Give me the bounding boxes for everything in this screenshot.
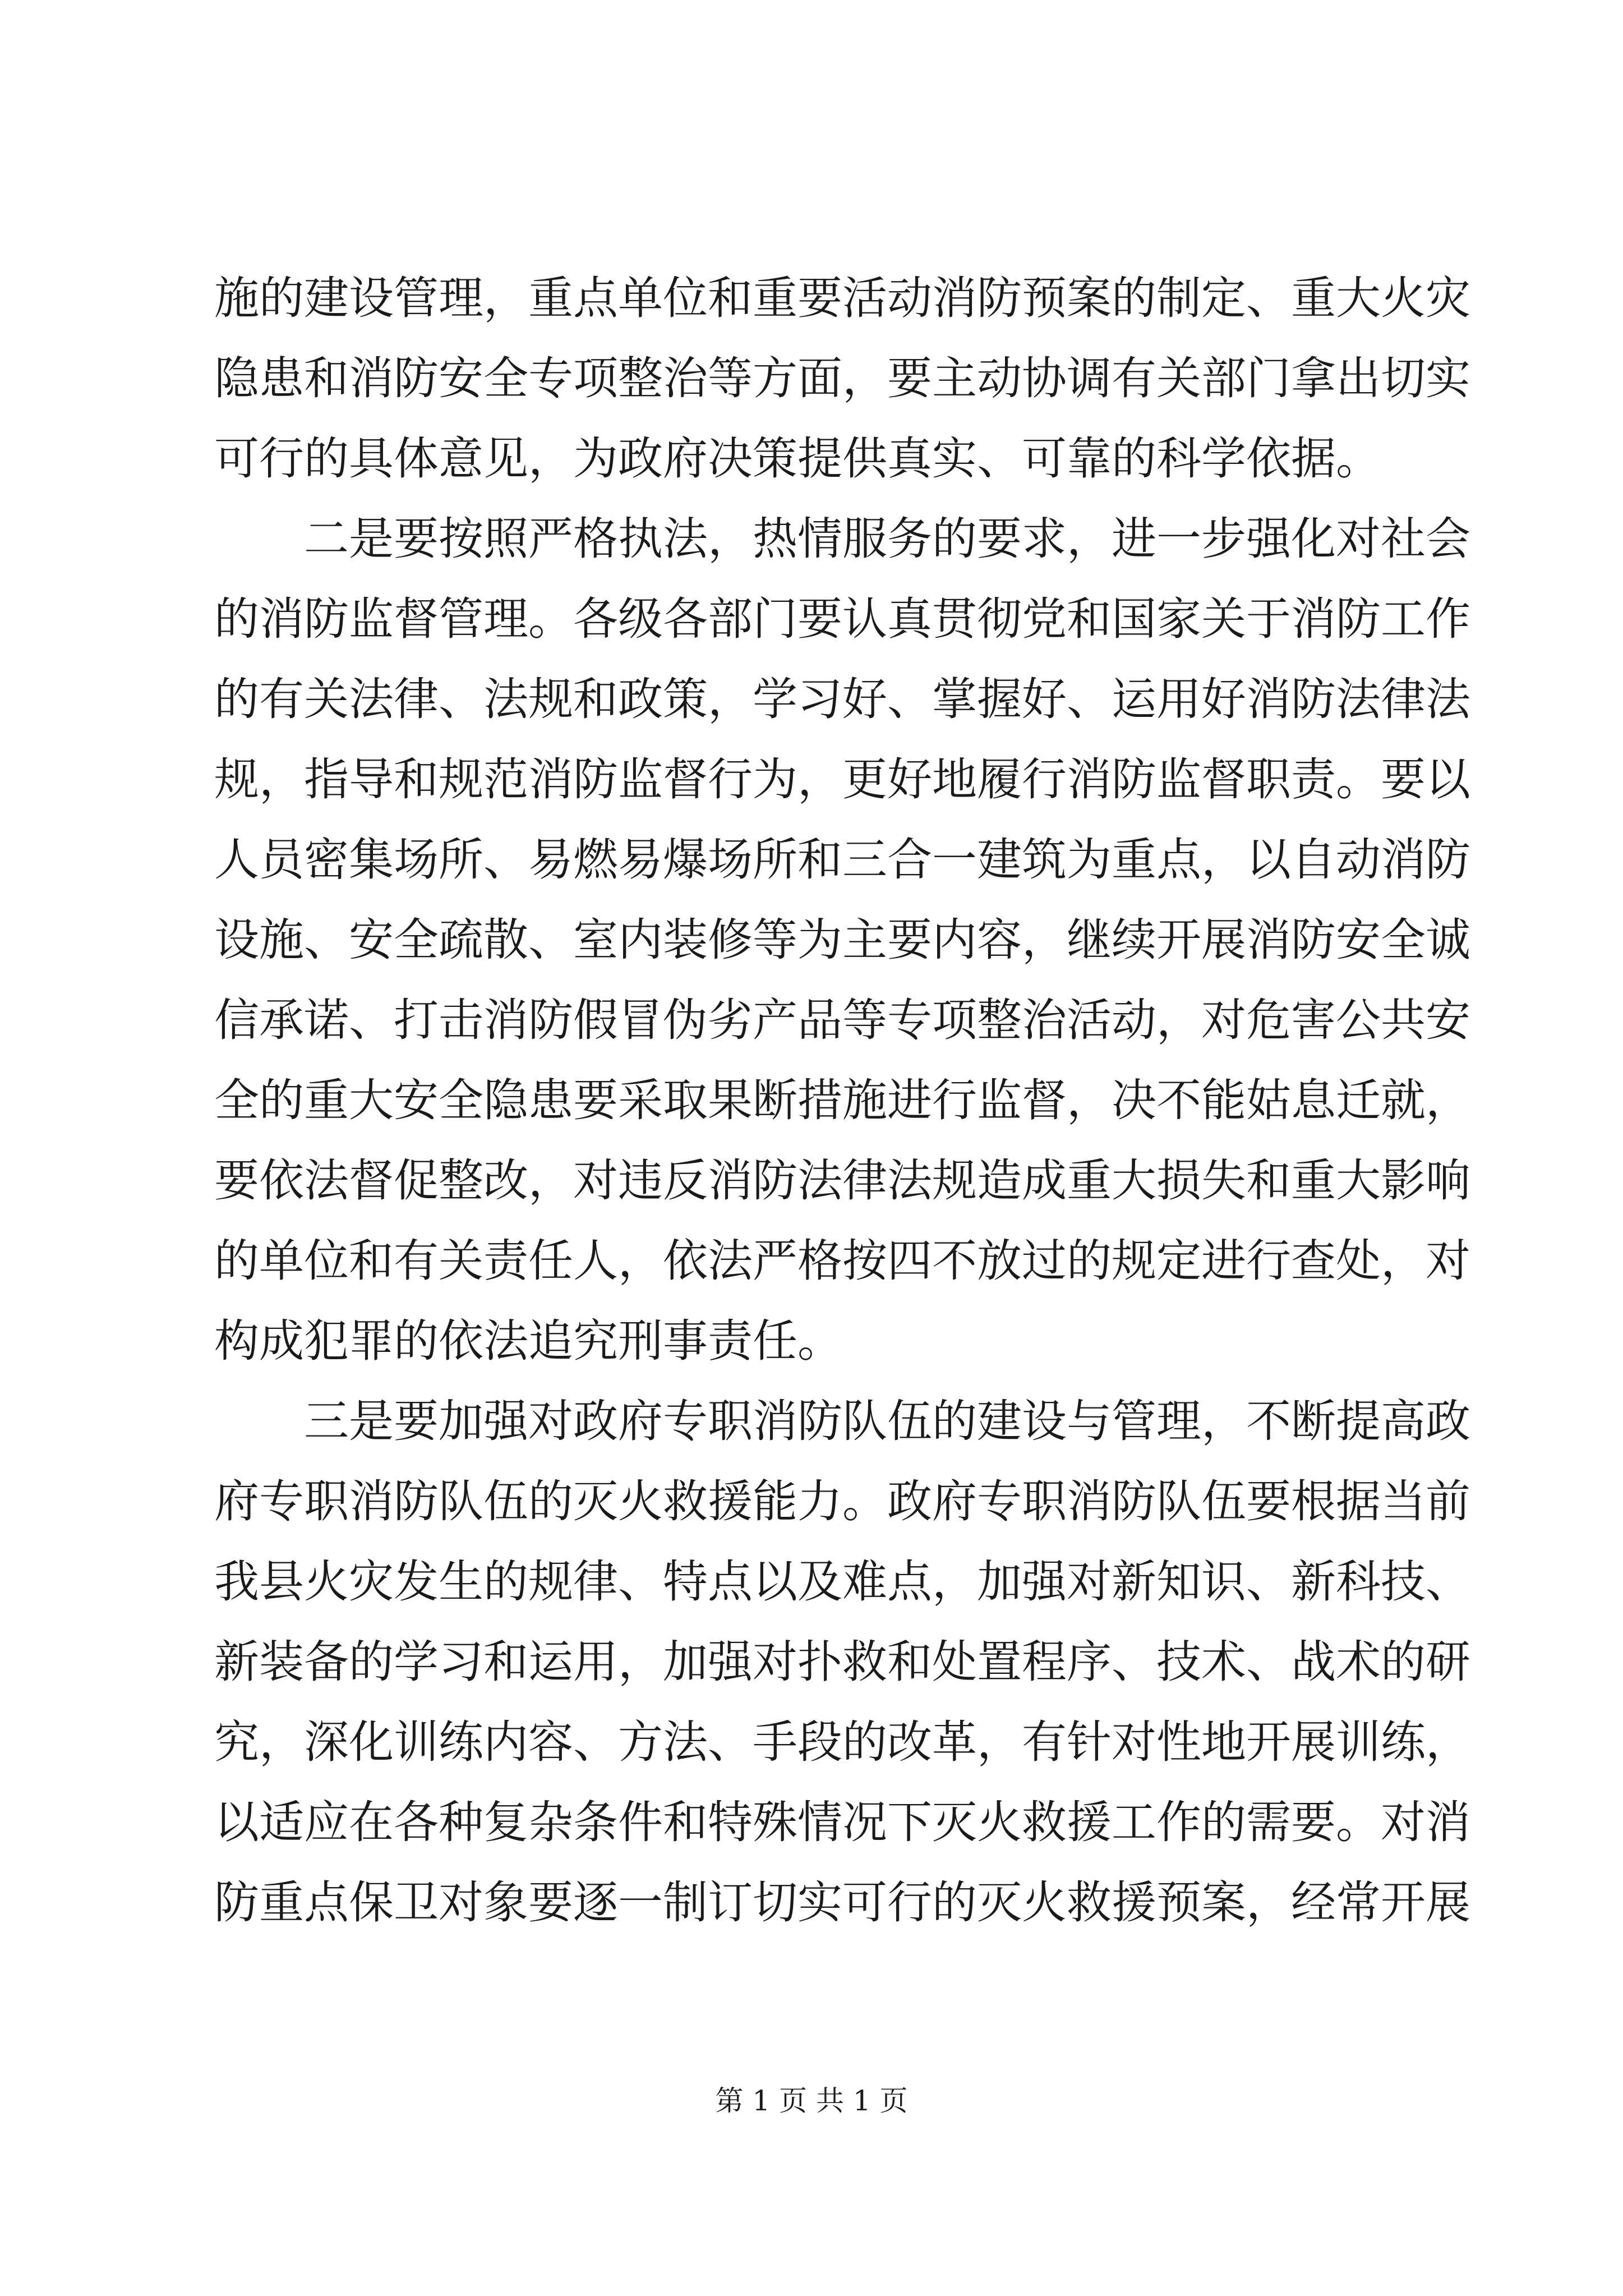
page-footer [0, 2081, 1623, 2120]
text-line: 防重点保卫对象要逐一制订切实可行的灭火救援预案，经常开展 [214, 1876, 1470, 1929]
text-line: 可行的具体意见，为政府决策提供真实、可靠的科学依据。 [214, 432, 1381, 485]
text-line: 构成犯罪的依法追究刑事责任。 [214, 1315, 842, 1367]
text-line: 的单位和有关责任人，依法严格按四不放过的规定进行查处，对 [214, 1235, 1470, 1287]
text-line: 规，指导和规范消防监督行为，更好地履行消防监督职责。要以 [214, 753, 1470, 806]
text-line: 的消防监督管理。各级各部门要认真贯彻党和国家关于消防工作 [214, 593, 1470, 645]
text-line: 府专职消防队伍的灭火救援能力。政府专职消防队伍要根据当前 [214, 1475, 1470, 1527]
text-line: 三是要加强对政府专职消防队伍的建设与管理，不断提高政 [304, 1395, 1470, 1447]
text-line: 二是要按照严格执法，热情服务的要求，进一步强化对社会 [304, 513, 1470, 565]
text-line: 我县火灾发生的规律、特点以及难点，加强对新知识、新科技、 [214, 1556, 1470, 1608]
text-line: 人员密集场所、易燃易爆场所和三合一建筑为重点，以自动消防 [214, 834, 1470, 886]
text-line: 设施、安全疏散、室内装修等为主要内容，继续开展消防安全诚 [214, 914, 1470, 966]
paragraph-2 [214, 499, 1470, 1381]
document-body [214, 258, 1470, 1943]
paragraph-1 [214, 258, 1470, 499]
text-line: 施的建设管理，重点单位和重要活动消防预案的制定、重大火灾 [214, 272, 1470, 324]
text-line: 要依法督促整改，对违反消防法律法规造成重大损失和重大影响 [214, 1154, 1470, 1207]
paragraph-3 [214, 1381, 1470, 1943]
text-line: 以适应在各种复杂条件和特殊情况下灭火救援工作的需要。对消 [214, 1796, 1470, 1848]
text-line: 信承诺、打击消防假冒伪劣产品等专项整治活动，对危害公共安 [214, 994, 1470, 1046]
text-line: 全的重大安全隐患要采取果断措施进行监督，决不能姑息迁就， [214, 1074, 1470, 1126]
text-line: 新装备的学习和运用，加强对扑救和处置程序、技术、战术的研 [214, 1636, 1470, 1688]
text-line: 隐患和消防安全专项整治等方面，要主动协调有关部门拿出切实 [214, 352, 1470, 404]
text-line: 的有关法律、法规和政策，学习好、掌握好、运用好消防法律法 [214, 673, 1470, 725]
text-line: 究，深化训练内容、方法、手段的改革，有针对性地开展训练， [214, 1716, 1470, 1768]
page-number-label: 第 1 页 共 1 页 [715, 2085, 908, 2117]
